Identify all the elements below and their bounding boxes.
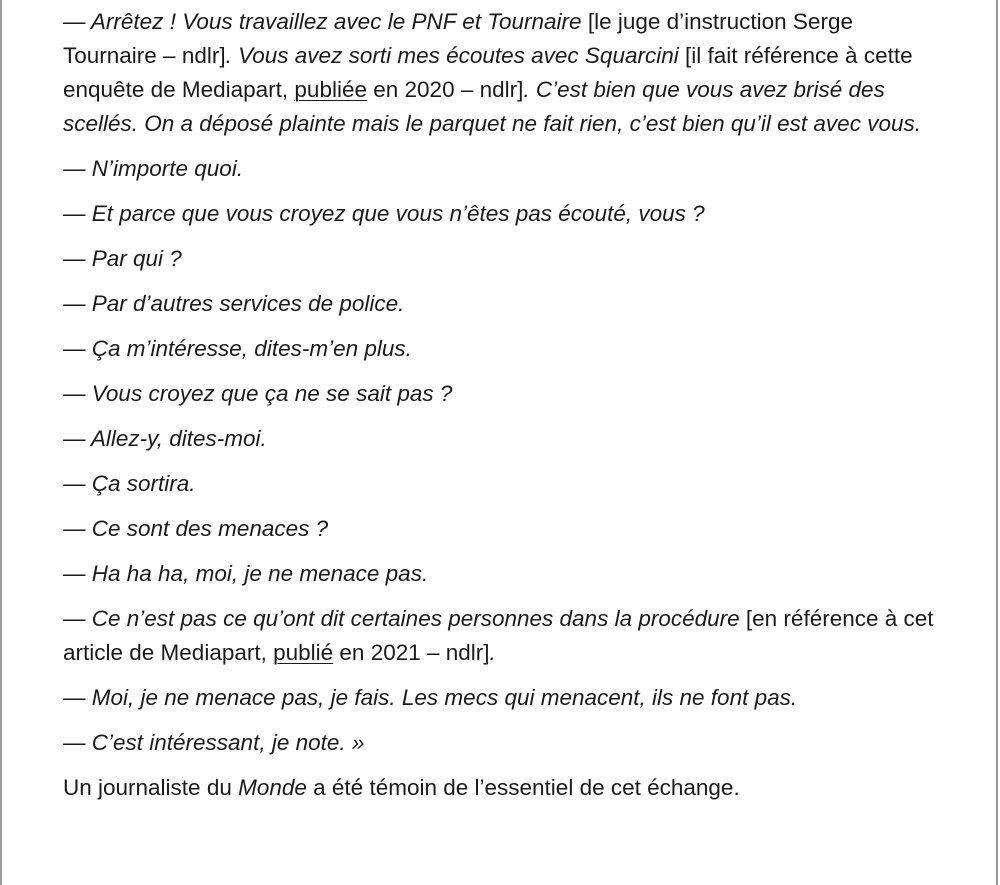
- dialogue-line: — Ça m’intéresse, dites-m’en plus.: [63, 336, 412, 361]
- dialogue-line: — Ha ha ha, moi, je ne menace pas.: [63, 561, 429, 586]
- editor-note: [en référence à cet article de Mediapart,: [63, 606, 934, 665]
- dialogue-line: — Et parce que vous croyez que vous n’êtes pas écouté, vous ?: [63, 201, 705, 226]
- article-body: [63, 0, 943, 805]
- dialogue-line: — Vous croyez que ça ne se sait pas ?: [63, 381, 453, 406]
- editor-note: [il fait référence à cette enquête de Mediapart,: [63, 43, 913, 102]
- paragraph-procedure: [63, 602, 943, 670]
- dialogue-line: — Ça sortira.: [63, 471, 196, 496]
- closing-text: Un journaliste du: [63, 775, 239, 800]
- dialogue-line: — Allez-y, dites-moi.: [63, 426, 267, 451]
- dialogue-line: — Moi, je ne menace pas, je fais. Les mecs qui menacent, ils ne font pas.: [63, 685, 798, 710]
- dialogue-line: — Par d’autres services de police.: [63, 291, 405, 316]
- quote-text: . C’est bien que vous avez brisé des scellés. On a déposé plainte mais le parquet ne fait rien, c’est bien qu’il est avec vous.: [63, 77, 921, 136]
- quote-text: . Vous avez sorti mes écoutes avec Squarcini: [225, 43, 679, 68]
- publiee-link[interactable]: publiée: [294, 77, 367, 102]
- quote-text: — Arrêtez ! Vous travaillez avec le PNF et Tournaire: [63, 9, 582, 34]
- quote-text: .: [489, 640, 496, 665]
- editor-note: en 2020 – ndlr]: [367, 77, 524, 102]
- dialogue-line: — Ce sont des menaces ?: [63, 516, 329, 541]
- paragraph-intro: [63, 5, 943, 141]
- publie-link[interactable]: publié: [273, 640, 334, 665]
- closing-paragraph: [63, 771, 943, 805]
- editor-note: en 2021 – ndlr]: [333, 640, 490, 665]
- dialogue-line: — C’est intéressant, je note. »: [63, 730, 365, 755]
- dialogue-line: — N’importe quoi.: [63, 156, 244, 181]
- dialogue-line: — Par qui ?: [63, 246, 182, 271]
- editor-note: [le juge d’instruction Serge Tournaire – ndlr]: [63, 9, 853, 68]
- quote-text: — Ce n’est pas ce qu’ont dit certaines personnes dans la procédure: [63, 606, 740, 631]
- closing-text: a été témoin de l’essentiel de cet échange.: [306, 775, 740, 800]
- newspaper-name: Monde: [238, 775, 307, 800]
